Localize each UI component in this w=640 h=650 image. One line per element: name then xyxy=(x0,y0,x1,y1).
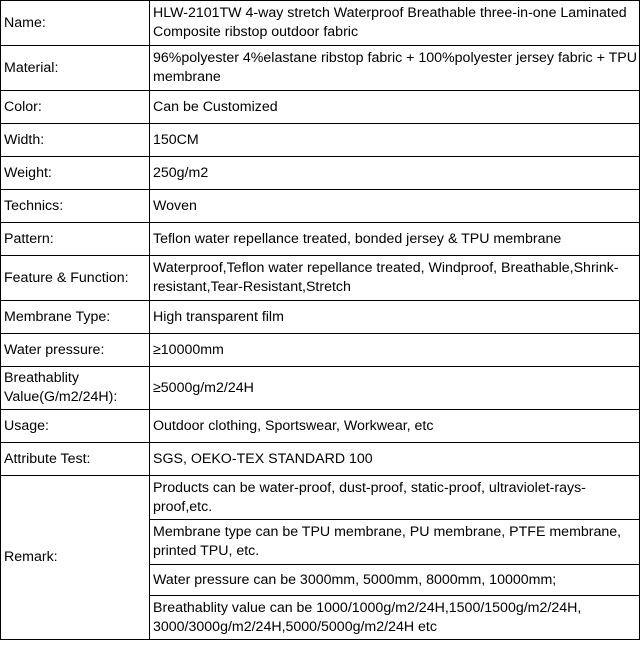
remark-line: Water pressure can be 3000mm, 5000mm, 8000mm, 10000mm; xyxy=(150,565,640,596)
label-pattern: Pattern: xyxy=(1,223,150,256)
label-attribute-test: Attribute Test: xyxy=(1,443,150,476)
row-attribute-test xyxy=(1,443,640,476)
value-color: Can be Customized xyxy=(150,91,640,124)
label-usage: Usage: xyxy=(1,410,150,443)
value-weight: 250g/m2 xyxy=(150,157,640,190)
row-pattern xyxy=(1,223,640,256)
value-membrane: High transparent film xyxy=(150,301,640,334)
row-name xyxy=(1,1,640,46)
label-width: Width: xyxy=(1,124,150,157)
label-breathability: Breathablity Value(G/m2/24H): xyxy=(1,367,150,410)
value-feature: Waterproof,Teflon water repellance treated, Windproof, Breathable,Shrink-resistant,Tear-Resistant,Stretch xyxy=(150,256,640,301)
label-remark: Remark: xyxy=(1,476,150,640)
value-usage: Outdoor clothing, Sportswear, Workwear, etc xyxy=(150,410,640,443)
row-technics xyxy=(1,190,640,223)
row-feature xyxy=(1,256,640,301)
value-pattern: Teflon water repellance treated, bonded jersey & TPU membrane xyxy=(150,223,640,256)
label-feature: Feature & Function: xyxy=(1,256,150,301)
label-weight: Weight: xyxy=(1,157,150,190)
row-width xyxy=(1,124,640,157)
row-color xyxy=(1,91,640,124)
label-material: Material: xyxy=(1,46,150,91)
value-width: 150CM xyxy=(150,124,640,157)
remark-line: Products can be water-proof, dust-proof, static-proof, ultraviolet-rays-proof,etc. xyxy=(150,476,640,520)
value-attribute-test: SGS, OEKO-TEX STANDARD 100 xyxy=(150,443,640,476)
row-water-pressure xyxy=(1,334,640,367)
label-water-pressure: Water pressure: xyxy=(1,334,150,367)
row-weight xyxy=(1,157,640,190)
value-water-pressure: ≥10000mm xyxy=(150,334,640,367)
label-membrane: Membrane Type: xyxy=(1,301,150,334)
value-breathability: ≥5000g/m2/24H xyxy=(150,367,640,410)
label-name: Name: xyxy=(1,1,150,46)
value-material: 96%polyester 4%elastane ribstop fabric + 100%polyester jersey fabric + TPU membrane xyxy=(150,46,640,91)
row-remark xyxy=(1,476,640,520)
label-technics: Technics: xyxy=(1,190,150,223)
remark-line: Breathablity value can be 1000/1000g/m2/24H,1500/1500g/m2/24H, 3000/3000g/m2/24H,5000/5000g/m2/24H etc xyxy=(150,596,640,640)
value-technics: Woven xyxy=(150,190,640,223)
row-usage xyxy=(1,410,640,443)
row-material xyxy=(1,46,640,91)
row-membrane xyxy=(1,301,640,334)
row-breathability xyxy=(1,367,640,410)
label-color: Color: xyxy=(1,91,150,124)
remark-line: Membrane type can be TPU membrane, PU membrane, PTFE membrane, printed TPU, etc. xyxy=(150,520,640,565)
value-name: HLW-2101TW 4-way stretch Waterproof Breathable three-in-one Laminated Composite ribstop outdoor fabric xyxy=(150,1,640,46)
